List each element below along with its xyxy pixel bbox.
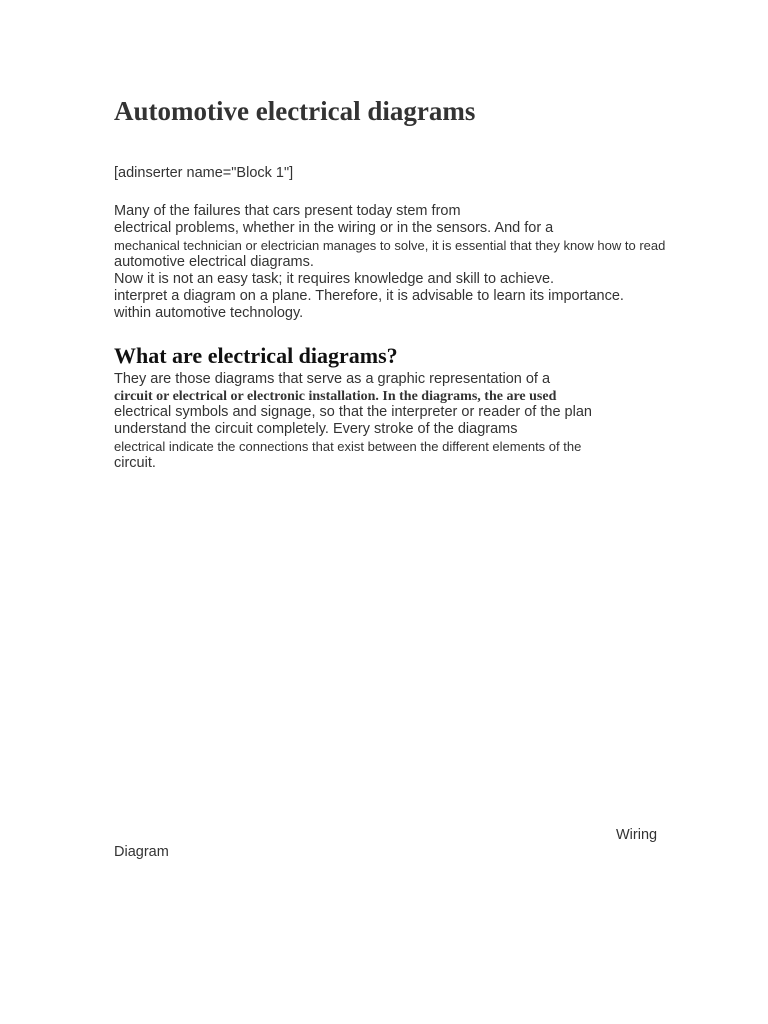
section-line: electrical indicate the connections that exist between the different elements of the [114, 439, 582, 454]
intro-line: interpret a diagram on a plane. Therefore, it is advisable to learn its importance. [114, 288, 624, 304]
intro-line: Many of the failures that cars present today stem from [114, 203, 461, 219]
section-line: electrical symbols and signage, so that the interpreter or reader of the plan [114, 404, 592, 420]
intro-line: mechanical technician or electrician manages to solve, it is essential that they know how to read [114, 238, 666, 253]
intro-line: Now it is not an easy task; it requires knowledge and skill to achieve. [114, 271, 555, 287]
section-line: circuit or electrical or electronic installation. In the diagrams, the are used [114, 389, 557, 404]
section-line: They are those diagrams that serve as a graphic representation of a [114, 371, 551, 387]
section-line: understand the circuit completely. Every stroke of the diagrams [114, 421, 518, 437]
section-line: circuit. [114, 455, 156, 471]
page-title: Automotive electrical diagrams [114, 96, 476, 126]
intro-line: electrical problems, whether in the wiring or in the sensors. And for a [114, 220, 554, 236]
caption-line-1: Wiring [616, 827, 658, 843]
intro-line: within automotive technology. [114, 305, 304, 321]
intro-line: automotive electrical diagrams. [114, 254, 314, 270]
section-heading: What are electrical diagrams? [114, 343, 398, 368]
caption-line-2: Diagram [114, 844, 169, 860]
shortcode-text: [adinserter name="Block 1"] [114, 165, 294, 181]
